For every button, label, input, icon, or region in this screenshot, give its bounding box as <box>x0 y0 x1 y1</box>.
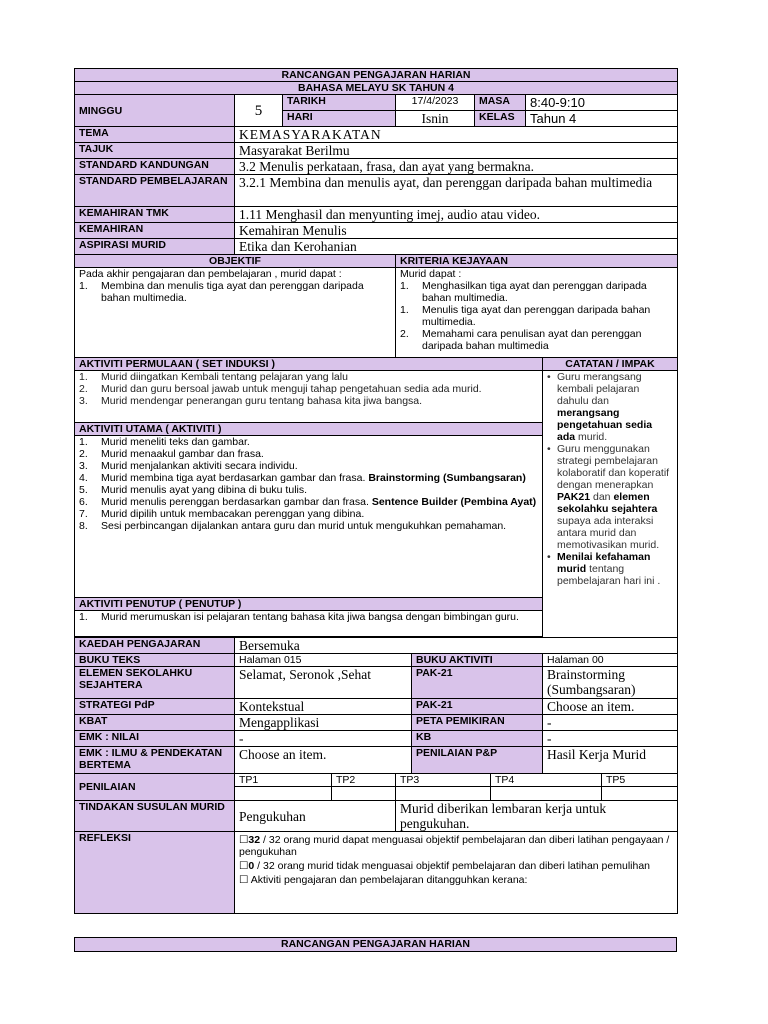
tp-cell[interactable] <box>332 787 396 801</box>
next-page-title: RANCANGAN PENGAJARAN HARIAN <box>74 937 677 952</box>
list-item: 2. Murid dan guru bersoal jawab untuk menguji tahap pengetahuan sedia ada murid. <box>79 383 482 395</box>
pak21-value: Brainstorming (Sumbangsaran) <box>543 667 678 699</box>
emk-ilmu-label: EMK : ILMU & PENDEKATAN BERTEMA <box>75 747 235 774</box>
permulaan-label: AKTIVITI PERMULAAN ( SET INDUKSI ) <box>75 358 543 371</box>
standard-kandungan-label: STANDARD KANDUNGAN <box>75 159 235 175</box>
tp-header: TP1 <box>235 774 332 787</box>
strategi-value: Kontekstual <box>235 699 412 715</box>
kemahiran-label: KEMAHIRAN <box>75 223 235 239</box>
emk-ilmu-select[interactable]: Choose an item. <box>235 747 412 774</box>
catatan-cell <box>543 371 678 638</box>
pak21b-select[interactable]: Choose an item. <box>543 699 678 715</box>
elemen-value: Selamat, Seronok ,Sehat <box>235 667 412 699</box>
kemahiran-tmk-value: 1.11 Menghasil dan menyunting imej, audio atau video. <box>235 207 678 223</box>
catatan-bullet: • Guru menggunakan strategi pembelajaran kolaboratif dan koperatif dengan menerapkan PAK21 dan elemen sekolahku sejahtera supaya ada interaksi antara murid dan memotivasikan murid. <box>547 443 670 551</box>
tp-cell[interactable] <box>235 787 332 801</box>
penilaian-pdp-value: Hasil Kerja Murid <box>543 747 678 774</box>
tp-cell[interactable] <box>602 787 678 801</box>
objektif-cell <box>75 268 396 358</box>
plan-subtitle: BAHASA MELAYU SK TAHUN 4 <box>75 82 678 95</box>
refleksi-line: ☐ Aktiviti pengajaran dan pembelajaran ditangguhkan kerana: <box>239 874 528 886</box>
checkbox-icon[interactable]: ☐ <box>239 860 249 872</box>
kelas-value: Tahun 4 <box>526 111 678 127</box>
buku-teks-label: BUKU TEKS <box>75 654 235 667</box>
peta-value: - <box>543 715 678 731</box>
refleksi-label: REFLEKSI <box>75 832 235 914</box>
objektif-intro: Pada akhir pengajaran dan pembelajaran , murid dapat : <box>79 268 342 280</box>
list-item: 4. Murid membina tiga ayat berdasarkan gambar dan frasa. Brainstorming (Sumbangsaran) <box>79 472 526 484</box>
refleksi-cell <box>235 832 678 914</box>
list-item: 8. Sesi perbincangan dijalankan antara guru dan murid untuk mengukuhkan pemahaman. <box>79 520 507 532</box>
tarikh-value: 17/4/2023 <box>396 95 475 111</box>
penutup-cell <box>75 611 543 637</box>
tp-header: TP5 <box>602 774 678 787</box>
masa-label: MASA <box>475 95 526 111</box>
catatan-label: CATATAN / IMPAK <box>543 358 678 371</box>
tindakan-label: TINDAKAN SUSULAN MURID <box>75 801 235 832</box>
hari-value: Isnin <box>396 111 475 127</box>
plan-title: RANCANGAN PENGAJARAN HARIAN <box>75 69 678 82</box>
kemahiran-value: Kemahiran Menulis <box>235 223 678 239</box>
checkbox-icon[interactable]: ☐ <box>239 834 249 846</box>
list-item: 5. Murid menulis ayat yang dibina di buku tulis. <box>79 484 308 496</box>
penutup-label: AKTIVITI PENUTUP ( PENUTUP ) <box>75 598 543 611</box>
strategi-label: STRATEGI PdP <box>75 699 235 715</box>
minggu-value: 5 <box>235 95 283 127</box>
kbat-value: Mengapplikasi <box>235 715 412 731</box>
utama-label: AKTIVITI UTAMA ( AKTIVITI ) <box>75 423 543 436</box>
elemen-label: ELEMEN SEKOLAHKU SEJAHTERA <box>75 667 235 699</box>
list-item: 2. Murid menaakul gambar dan frasa. <box>79 448 264 460</box>
penilaian-pdp-label: PENILAIAN P&P <box>412 747 543 774</box>
tp-header: TP2 <box>332 774 396 787</box>
hari-label: HARI <box>283 111 396 127</box>
kelas-label: KELAS <box>475 111 526 127</box>
masa-value: 8:40-9:10 <box>526 95 678 111</box>
utama-cell <box>75 436 543 598</box>
list-item: 1. Murid merumuskan isi pelajaran tentang bahasa kita jiwa bangsa dengan bimbingan guru. <box>79 611 519 623</box>
buku-teks-value: Halaman 015 <box>235 654 412 667</box>
tp-header: TP4 <box>491 774 602 787</box>
tp-cell[interactable] <box>396 787 491 801</box>
lesson-plan-sheet <box>74 68 677 914</box>
aspirasi-value: Etika dan Kerohanian <box>235 239 678 255</box>
refleksi-line: ☐0 / 32 orang murid tidak menguasai objektif pembelajaran dan diberi latihan pemulihan <box>239 860 651 872</box>
list-item: 3. Murid menjalankan aktiviti secara individu. <box>79 460 298 472</box>
pak21b-label: PAK-21 <box>412 699 543 715</box>
kb-value: - <box>543 731 678 747</box>
tp-cell[interactable] <box>491 787 602 801</box>
list-item: 1. Murid diingatkan Kembali tentang pelajaran yang lalu <box>79 371 348 383</box>
tajuk-value: Masyarakat Berilmu <box>235 143 678 159</box>
objektif-label: OBJEKTIF <box>75 255 396 268</box>
tajuk-label: TAJUK <box>75 143 235 159</box>
tindakan-note: Murid diberikan lembaran kerja untuk pengukuhan. <box>396 801 678 832</box>
emk-nilai-label: EMK : NILAI <box>75 731 235 747</box>
tp-header: TP3 <box>396 774 491 787</box>
tema-label: TEMA <box>75 127 235 143</box>
penilaian-label: PENILAIAN <box>75 774 235 801</box>
buku-aktiviti-value: Halaman 00 <box>543 654 678 667</box>
kemahiran-tmk-label: KEMAHIRAN TMK <box>75 207 235 223</box>
emk-nilai-value: - <box>235 731 412 747</box>
aspirasi-label: ASPIRASI MURID <box>75 239 235 255</box>
standard-pembelajaran-label: STANDARD PEMBELAJARAN <box>75 175 235 207</box>
refleksi-line: ☐32 / 32 orang murid dapat menguasai objektif pembelajaran dan diberi latihan pengayaan / pengukuhan <box>239 834 670 858</box>
kriteria-item: 1. Menulis tiga ayat dan perenggan daripada bahan multimedia. <box>400 304 651 328</box>
list-item: 7. Murid dipilih untuk membacakan perenggan yang dibina. <box>79 508 365 520</box>
kriteria-item: 2. Memahami cara penulisan ayat dan perenggan daripada bahan multimedia <box>400 328 642 352</box>
permulaan-cell <box>75 371 543 423</box>
kriteria-label: KRITERIA KEJAYAAN <box>396 255 678 268</box>
tarikh-label: TARIKH <box>283 95 396 111</box>
lesson-plan-table <box>74 68 678 914</box>
tindakan-value: Pengukuhan <box>235 801 396 832</box>
kbat-label: KBAT <box>75 715 235 731</box>
list-item: 6. Murid menulis perenggan berdasarkan gambar dan frasa. Sentence Builder (Pembina Ayat) <box>79 496 537 508</box>
kriteria-intro: Murid dapat : <box>400 268 462 280</box>
catatan-bullet: • Guru merangsang kembali pelajaran dahulu dan merangsang pengetahuan sedia ada murid. <box>547 371 653 443</box>
kriteria-cell <box>396 268 678 358</box>
kb-label: KB <box>412 731 543 747</box>
list-item: 3. Murid mendengar penerangan guru tentang bahasa kita jiwa bangsa. <box>79 395 423 407</box>
minggu-label: MINGGU <box>75 95 235 127</box>
list-item: 1. Murid meneliti teks dan gambar. <box>79 436 250 448</box>
objektif-item: 1. Membina dan menulis tiga ayat dan perenggan daripada bahan multimedia. <box>79 280 364 304</box>
pak21-label: PAK-21 <box>412 667 543 699</box>
buku-aktiviti-label: BUKU AKTIVITI <box>412 654 543 667</box>
peta-label: PETA PEMIKIRAN <box>412 715 543 731</box>
standard-kandungan-value: 3.2 Menulis perkataan, frasa, dan ayat yang bermakna. <box>235 159 678 175</box>
kaedah-label: KAEDAH PENGAJARAN <box>75 638 235 654</box>
catatan-bullet: • Menilai kefahaman murid tentang pembelajaran hari ini . <box>547 551 661 587</box>
tema-value: KEMASYARAKATAN <box>235 127 678 143</box>
standard-pembelajaran-value: 3.2.1 Membina dan menulis ayat, dan perenggan daripada bahan multimedia <box>235 175 678 207</box>
kriteria-item: 1. Menghasilkan tiga ayat dan perenggan daripada bahan multimedia. <box>400 280 647 304</box>
kaedah-value: Bersemuka <box>235 638 678 654</box>
